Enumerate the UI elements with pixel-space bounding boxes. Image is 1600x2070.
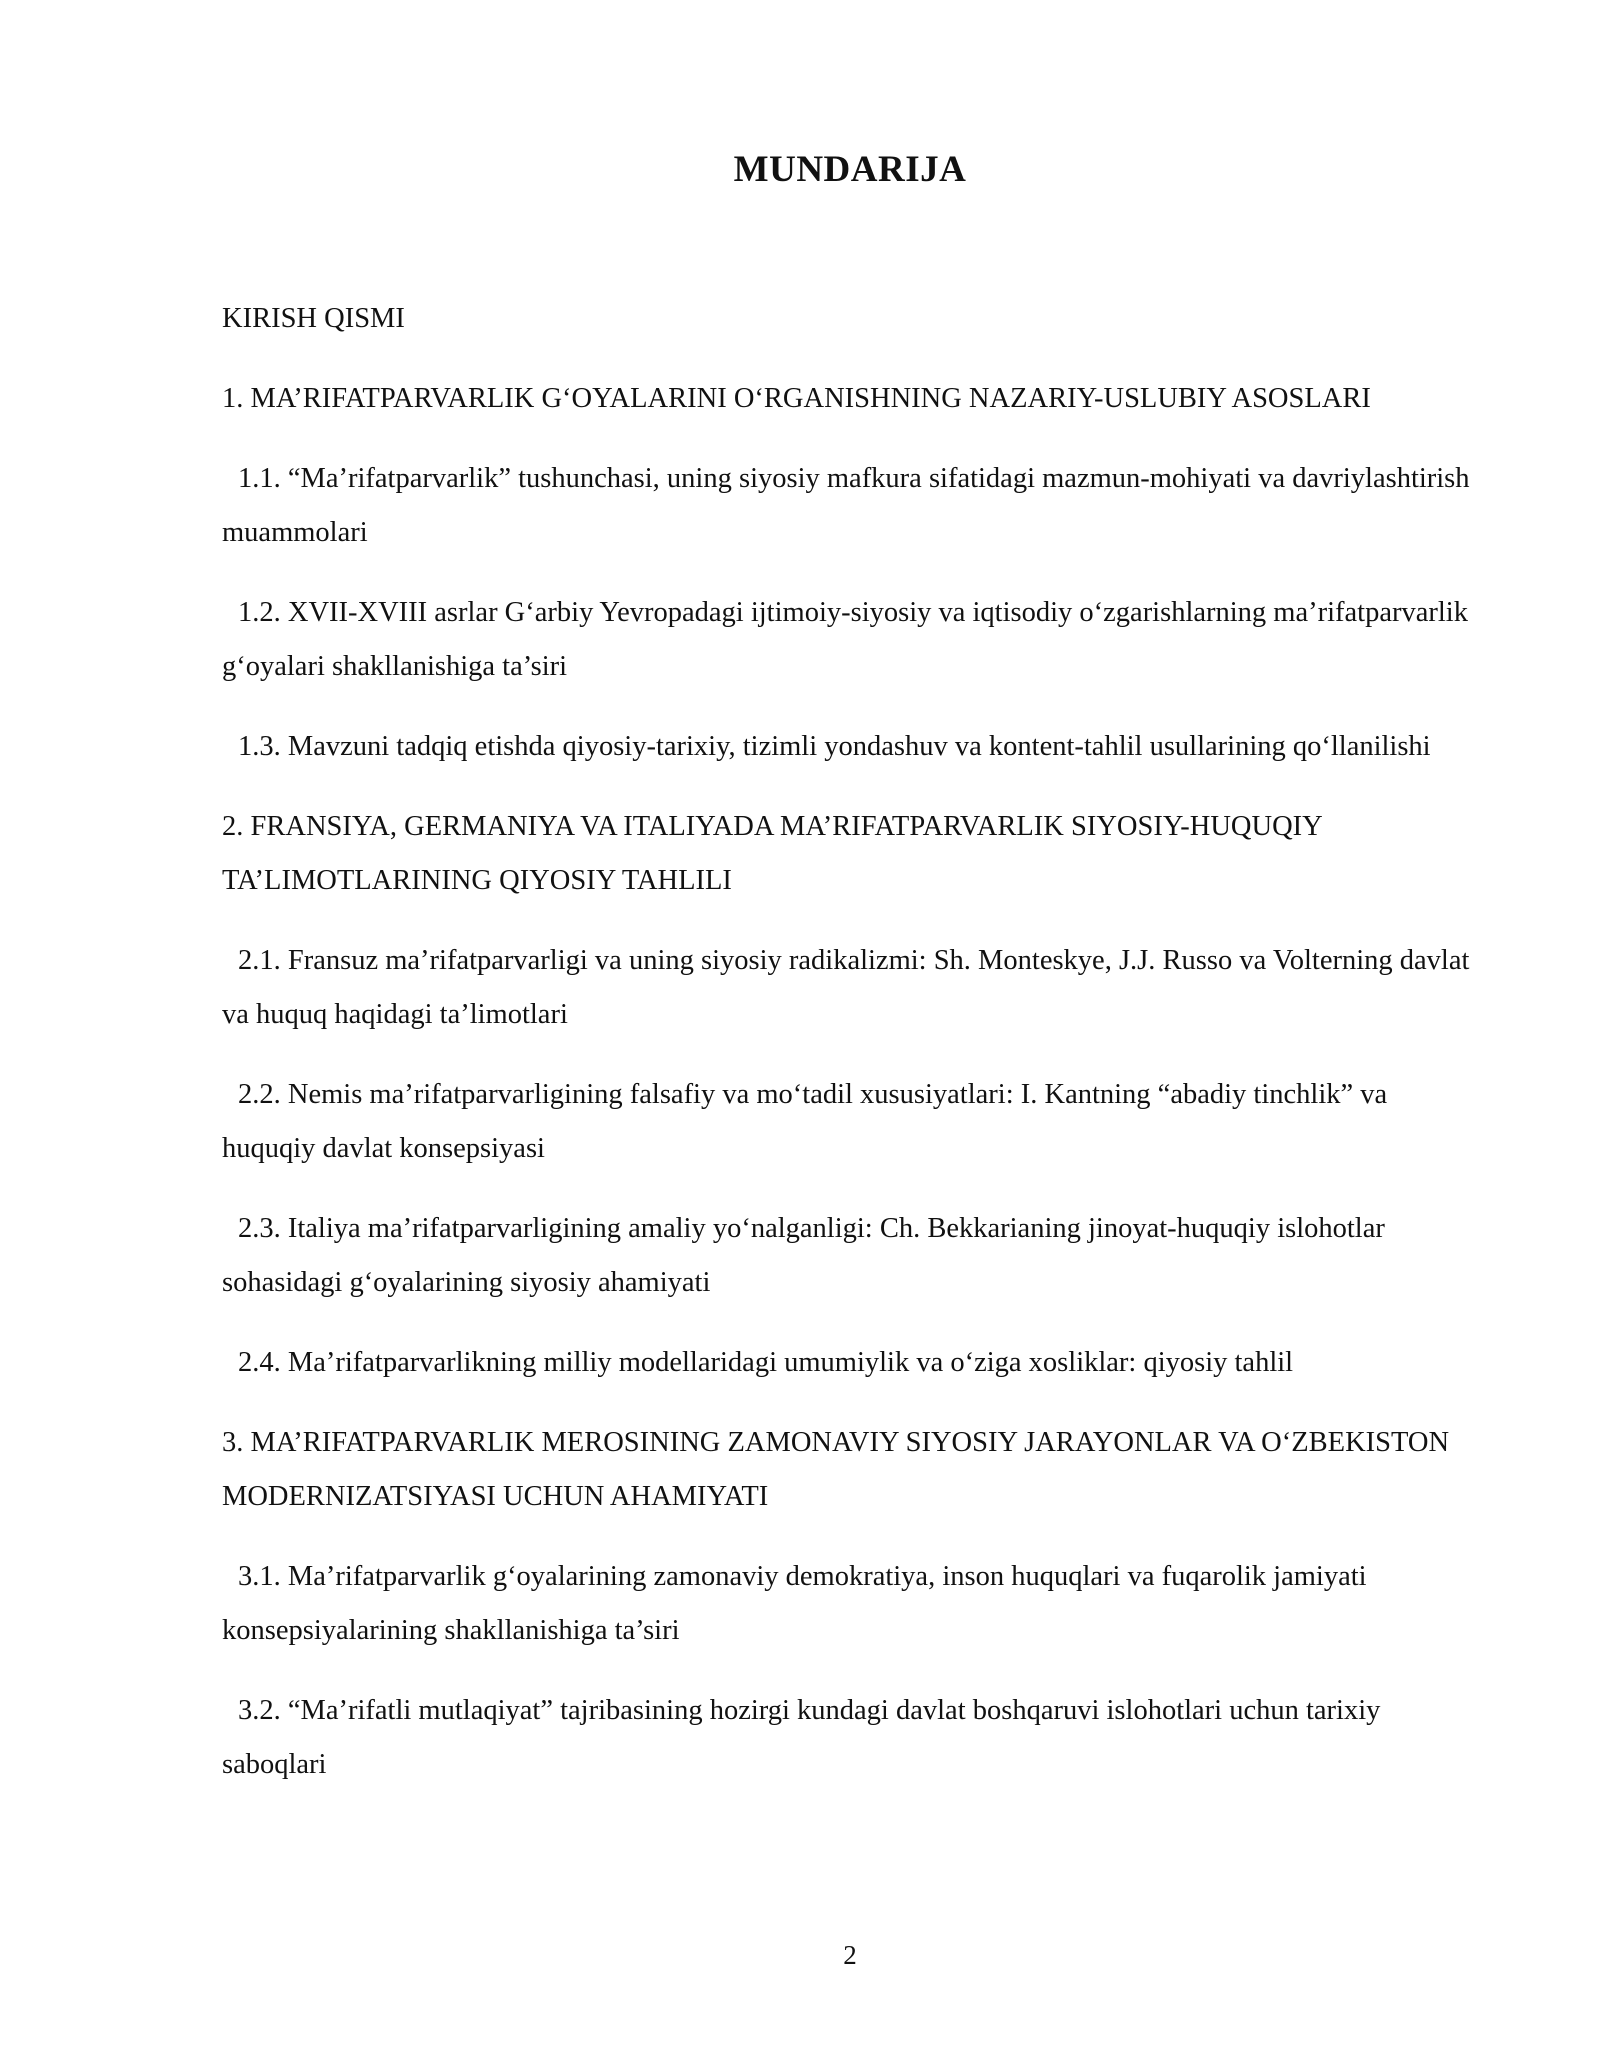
toc-entry-section-2-1: 2.1. Fransuz ma’rifatparvarligi va uning siyosiy radikalizmi: Sh. Monteskye, J.J. Russo va Volterning davlat va huquq haqidagi ta’limotlari (222, 945, 1470, 1030)
toc-entry-section-2-4: 2.4. Ma’rifatparvarlikning milliy modellaridagi umumiylik va o‘ziga xosliklar: qiyosiy tahlil (238, 1347, 1294, 1378)
page-title: MUNDARIJA (733, 149, 967, 190)
toc-entry-chapter-3: 3. MA’RIFATPARVARLIK MEROSINING ZAMONAVIY SIYOSIY JARAYONLAR VA O‘ZBEKISTON MODERNIZATSIYASI UCHUN AHAMIYATI (222, 1427, 1450, 1512)
toc-entry-section-3-2: 3.2. “Ma’rifatli mutlaqiyat” tajribasining hozirgi kundagi davlat boshqaruvi islohotlari uchun tarixiy saboqlari (222, 1695, 1381, 1780)
toc-entry-introduction: KIRISH QISMI (222, 303, 405, 334)
toc-entry-section-1-1: 1.1. “Ma’rifatparvarlik” tushunchasi, uning siyosiy mafkura sifatidagi mazmun-mohiyati va davriylashtirish muammolari (222, 463, 1470, 548)
table-of-contents (222, 292, 1484, 1818)
toc-entry-section-2-3: 2.3. Italiya ma’rifatparvarligining amaliy yo‘nalganligi: Ch. Bekkarianing jinoyat-huquqiy islohotlar sohasidagi g‘oyalarining siyosiy ahamiyati (222, 1213, 1385, 1298)
page-number: 2 (843, 1940, 857, 1970)
toc-entry-chapter-2: 2. FRANSIYA, GERMANIYA VA ITALIYADA MA’RIFATPARVARLIK SIYOSIY-HUQUQIY TA’LIMOTLARINING QIYOSIY TAHLILI (222, 811, 1322, 896)
toc-entry-section-1-2: 1.2. XVII-XVIII asrlar G‘arbiy Yevropadagi ijtimoiy-siyosiy va iqtisodiy o‘zgarishlarning ma’rifatparvarlik g‘oyalari shakllanishiga ta’siri (222, 597, 1468, 682)
toc-entry-section-2-2: 2.2. Nemis ma’rifatparvarligining falsafiy va mo‘tadil xususiyatlari: I. Kantning “abadiy tinchlik” va huquqiy davlat konsepsiyasi (222, 1079, 1388, 1164)
toc-entry-section-3-1: 3.1. Ma’rifatparvarlik g‘oyalarining zamonaviy demokratiya, inson huquqlari va fuqarolik jamiyati konsepsiyalarining shakllanishiga ta’siri (222, 1561, 1367, 1646)
toc-entry-section-1-3: 1.3. Mavzuni tadqiq etishda qiyosiy-tarixiy, tizimli yondashuv va kontent-tahlil usullarining qo‘llanilishi (238, 731, 1431, 762)
toc-entry-chapter-1: 1. MA’RIFATPARVARLIK G‘OYALARINI O‘RGANISHNING NAZARIY-USLUBIY ASOSLARI (222, 383, 1371, 414)
